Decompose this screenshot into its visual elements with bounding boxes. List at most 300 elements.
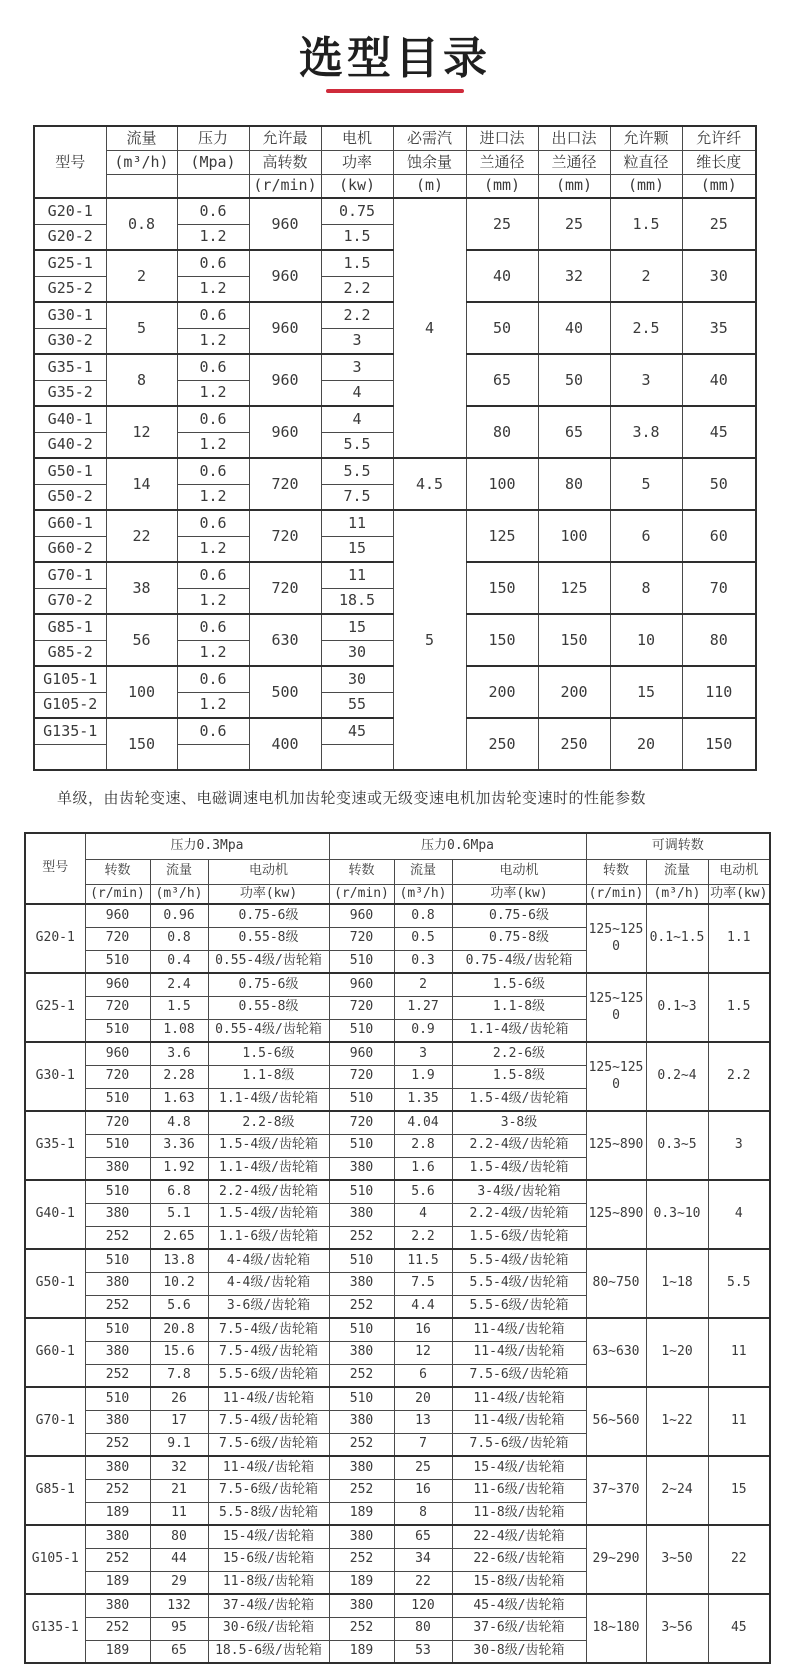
power-cell: 45: [321, 718, 393, 744]
flow-cell: 22: [106, 510, 177, 562]
flow-06-cell: 1.6: [394, 1157, 452, 1180]
adj-power-cell: 4: [708, 1180, 770, 1249]
speed-06-cell: 960: [329, 973, 394, 996]
adj-speed-cell: 125~1250: [586, 904, 646, 973]
npsh-cell: 4.5: [393, 458, 466, 510]
speed-06-cell: 380: [329, 1456, 394, 1479]
pressure-cell: 1.2: [177, 328, 249, 354]
speed-06-cell: 510: [329, 1019, 394, 1042]
speed-03-cell: 720: [85, 1111, 150, 1134]
motor-06-cell: 37-6级/齿轮箱: [452, 1617, 586, 1640]
motor-unit: 功率(kw): [452, 884, 586, 904]
motor-03-cell: 4-4级/齿轮箱: [208, 1249, 329, 1272]
adj-speed-cell: 18~180: [586, 1594, 646, 1663]
npsh-unit: (m): [393, 174, 466, 198]
flow-cell: 38: [106, 562, 177, 614]
table-row: [25, 1594, 770, 1617]
motor-header: 电动机: [452, 859, 586, 884]
flow-03-cell: 7.8: [150, 1364, 208, 1387]
model-cell: G60-1: [34, 510, 106, 536]
motor-03-cell: 0.75-6级: [208, 904, 329, 927]
model-cell: G40-2: [34, 432, 106, 458]
npsh-header2: 蚀余量: [393, 150, 466, 174]
outlet-flange-unit: (mm): [538, 174, 610, 198]
model-cell: G105-2: [34, 692, 106, 718]
motor-06-cell: 1.5-6级: [452, 973, 586, 996]
adj-flow-cell: 3~50: [646, 1525, 708, 1594]
flow-06-cell: 16: [394, 1479, 452, 1502]
power-cell: 1.5: [321, 250, 393, 276]
speed-03-cell: 960: [85, 904, 150, 927]
model-header: 型号: [34, 126, 106, 198]
speed-06-cell: 510: [329, 950, 394, 973]
selection-catalog-table: [33, 125, 757, 771]
speed-06-cell: 720: [329, 1065, 394, 1088]
motor-03-cell: 7.5-4级/齿轮箱: [208, 1318, 329, 1341]
motor-06-cell: 3-4级/齿轮箱: [452, 1180, 586, 1203]
motor-06-cell: 5.5-4级/齿轮箱: [452, 1249, 586, 1272]
flow-03-cell: 1.5: [150, 996, 208, 1019]
max-speed-header2: 高转数: [249, 150, 321, 174]
particle-cell: 20: [610, 718, 682, 770]
npsh-cell: 5: [393, 510, 466, 770]
pressure-cell: 0.6: [177, 250, 249, 276]
model-cell: G30-2: [34, 328, 106, 354]
flow-06-cell: 2.8: [394, 1134, 452, 1157]
speed-06-cell: 189: [329, 1502, 394, 1525]
inlet-flange-cell: 125: [466, 510, 538, 562]
speed-header: 转数: [586, 859, 646, 884]
flow-06-cell: 22: [394, 1571, 452, 1594]
table-row: [25, 1111, 770, 1134]
pressure-cell: 0.6: [177, 198, 249, 224]
model-cell: G30-1: [34, 302, 106, 328]
speed-03-cell: 510: [85, 1180, 150, 1203]
speed-06-cell: 380: [329, 1410, 394, 1433]
adj-power-cell: 2.2: [708, 1042, 770, 1111]
speed-cell: 960: [249, 250, 321, 302]
speed-06-cell: 380: [329, 1525, 394, 1548]
speed-06-cell: 252: [329, 1295, 394, 1318]
particle-cell: 3.8: [610, 406, 682, 458]
speed-03-cell: 380: [85, 1456, 150, 1479]
speed-03-cell: 510: [85, 1318, 150, 1341]
pressure-cell: 0.6: [177, 458, 249, 484]
flow-03-cell: 11: [150, 1502, 208, 1525]
power-cell: 1.5: [321, 224, 393, 250]
adj-speed-cell: 125~1250: [586, 1042, 646, 1111]
model-cell: G85-2: [34, 640, 106, 666]
speed-03-cell: 510: [85, 1088, 150, 1111]
motor-03-cell: 37-4级/齿轮箱: [208, 1594, 329, 1617]
inlet-flange-cell: 100: [466, 458, 538, 510]
pressure-cell: 1.2: [177, 588, 249, 614]
flow-cell: 8: [106, 354, 177, 406]
flow-06-cell: 0.3: [394, 950, 452, 973]
motor-06-cell: 0.75-4级/齿轮箱: [452, 950, 586, 973]
pressure-header: 压力: [177, 126, 249, 150]
table-row: [25, 1318, 770, 1341]
motor-06-cell: 1.5-4级/齿轮箱: [452, 1088, 586, 1111]
fiber-cell: 30: [682, 250, 756, 302]
outlet-flange-cell: 200: [538, 666, 610, 718]
speed-header: 转数: [85, 859, 150, 884]
speed-03-cell: 510: [85, 950, 150, 973]
outlet-flange-header: 出口法: [538, 126, 610, 150]
flow-03-cell: 9.1: [150, 1433, 208, 1456]
speed-03-cell: 252: [85, 1548, 150, 1571]
model-cell: G85-1: [25, 1456, 85, 1525]
motor-header: 电动机: [708, 859, 770, 884]
flow-03-cell: 0.4: [150, 950, 208, 973]
pressure-cell: 1.2: [177, 536, 249, 562]
adj-flow-cell: 0.3~5: [646, 1111, 708, 1180]
motor-06-cell: 15-8级/齿轮箱: [452, 1571, 586, 1594]
flow-06-cell: 65: [394, 1525, 452, 1548]
motor-06-cell: 30-8级/齿轮箱: [452, 1640, 586, 1663]
flow-06-cell: 1.35: [394, 1088, 452, 1111]
particle-cell: 2: [610, 250, 682, 302]
flow-03-cell: 1.63: [150, 1088, 208, 1111]
power-cell: 3: [321, 354, 393, 380]
npsh-cell: 4: [393, 198, 466, 458]
speed-cell: 630: [249, 614, 321, 666]
power-cell: 18.5: [321, 588, 393, 614]
model-cell: G70-1: [34, 562, 106, 588]
flow-03-cell: 15.6: [150, 1341, 208, 1364]
fiber-cell: 25: [682, 198, 756, 250]
outlet-flange-cell: 65: [538, 406, 610, 458]
speed-unit: (r/min): [329, 884, 394, 904]
table-row: [25, 1249, 770, 1272]
particle-header: 允许颗: [610, 126, 682, 150]
speed-06-cell: 510: [329, 1088, 394, 1111]
fiber-unit: (mm): [682, 174, 756, 198]
flow-unit2: [106, 174, 177, 198]
pressure-cell: 1.2: [177, 380, 249, 406]
speed-03-cell: 510: [85, 1249, 150, 1272]
speed-unit: (r/min): [586, 884, 646, 904]
model-cell: G20-2: [34, 224, 106, 250]
speed-06-cell: 720: [329, 1111, 394, 1134]
inlet-flange-cell: 40: [466, 250, 538, 302]
adj-power-cell: 11: [708, 1318, 770, 1387]
inlet-flange-cell: 150: [466, 562, 538, 614]
speed-cell: 960: [249, 354, 321, 406]
motor-03-cell: 7.5-4级/齿轮箱: [208, 1341, 329, 1364]
model-cell: G40-1: [34, 406, 106, 432]
speed-06-cell: 252: [329, 1617, 394, 1640]
motor-03-cell: 2.2-8级: [208, 1111, 329, 1134]
flow-cell: 12: [106, 406, 177, 458]
speed-03-cell: 960: [85, 1042, 150, 1065]
motor-06-cell: 11-8级/齿轮箱: [452, 1502, 586, 1525]
speed-cell: 720: [249, 510, 321, 562]
motor-03-cell: 0.55-4级/齿轮箱: [208, 950, 329, 973]
adj-power-cell: 5.5: [708, 1249, 770, 1318]
fiber-cell: 40: [682, 354, 756, 406]
motor-03-cell: 0.55-8级: [208, 996, 329, 1019]
header-row: [34, 174, 756, 198]
speed-06-cell: 252: [329, 1479, 394, 1502]
flow-cell: 2: [106, 250, 177, 302]
motor-03-cell: 15-6级/齿轮箱: [208, 1548, 329, 1571]
motor-power-unit: (kw): [321, 174, 393, 198]
header-row: [34, 126, 756, 150]
pressure-cell: 0.6: [177, 614, 249, 640]
outlet-flange-cell: 32: [538, 250, 610, 302]
model-header: 型号: [25, 833, 85, 904]
flow-06-cell: 8: [394, 1502, 452, 1525]
adj-power-cell: 45: [708, 1594, 770, 1663]
motor-06-cell: 45-4级/齿轮箱: [452, 1594, 586, 1617]
flow-cell: 100: [106, 666, 177, 718]
speed-03-cell: 960: [85, 973, 150, 996]
outlet-flange-cell: 150: [538, 614, 610, 666]
flow-03-cell: 32: [150, 1456, 208, 1479]
speed-06-cell: 252: [329, 1433, 394, 1456]
flow-06-cell: 34: [394, 1548, 452, 1571]
npsh-header: 必需汽: [393, 126, 466, 150]
flow-header: 流量: [150, 859, 208, 884]
adj-speed-cell: 125~1250: [586, 973, 646, 1042]
adj-flow-cell: 0.1~3: [646, 973, 708, 1042]
pressure-unit2: [177, 174, 249, 198]
model-cell: G20-1: [25, 904, 85, 973]
inlet-flange-header2: 兰通径: [466, 150, 538, 174]
inlet-flange-cell: 250: [466, 718, 538, 770]
inlet-flange-header: 进口法: [466, 126, 538, 150]
inlet-flange-unit: (mm): [466, 174, 538, 198]
table-row: [34, 198, 756, 224]
motor-03-cell: 30-6级/齿轮箱: [208, 1617, 329, 1640]
outlet-flange-cell: 125: [538, 562, 610, 614]
particle-cell: 3: [610, 354, 682, 406]
adj-flow-cell: 0.3~10: [646, 1180, 708, 1249]
adj-power-cell: 1.1: [708, 904, 770, 973]
header-row: [34, 150, 756, 174]
speed-03-cell: 252: [85, 1479, 150, 1502]
speed-03-cell: 252: [85, 1226, 150, 1249]
power-cell: 30: [321, 666, 393, 692]
speed-06-cell: 252: [329, 1364, 394, 1387]
power-cell: 11: [321, 510, 393, 536]
fiber-cell: 110: [682, 666, 756, 718]
flow-03-cell: 4.8: [150, 1111, 208, 1134]
fiber-header: 允许纤: [682, 126, 756, 150]
particle-header2: 粒直径: [610, 150, 682, 174]
speed-03-cell: 252: [85, 1617, 150, 1640]
pressure-cell: 1.2: [177, 692, 249, 718]
table-row: [25, 973, 770, 996]
speed-cell: 400: [249, 718, 321, 770]
adj-flow-cell: 1~22: [646, 1387, 708, 1456]
speed-06-cell: 510: [329, 1249, 394, 1272]
power-cell: 15: [321, 614, 393, 640]
model-cell: [34, 744, 106, 770]
speed-03-cell: 510: [85, 1019, 150, 1042]
adj-flow-cell: 2~24: [646, 1456, 708, 1525]
motor-power-header2: 功率: [321, 150, 393, 174]
adj-flow-cell: 0.2~4: [646, 1042, 708, 1111]
performance-caption: 单级，由齿轮变速、电磁调速电机加齿轮变速或无级变速电机加齿轮变速时的性能参数: [57, 789, 647, 807]
motor-06-cell: 1.1-8级: [452, 996, 586, 1019]
motor-unit: 功率(kw): [708, 884, 770, 904]
flow-header: 流量: [394, 859, 452, 884]
flow-06-cell: 25: [394, 1456, 452, 1479]
flow-06-cell: 2: [394, 973, 452, 996]
flow-06-cell: 20: [394, 1387, 452, 1410]
speed-03-cell: 252: [85, 1364, 150, 1387]
speed-06-cell: 960: [329, 904, 394, 927]
flow-06-cell: 5.6: [394, 1180, 452, 1203]
flow-06-cell: 0.9: [394, 1019, 452, 1042]
flow-03-cell: 10.2: [150, 1272, 208, 1295]
speed-03-cell: 252: [85, 1433, 150, 1456]
flow-06-cell: 12: [394, 1341, 452, 1364]
flow-unit: (m³/h): [106, 150, 177, 174]
flow-03-cell: 65: [150, 1640, 208, 1663]
motor-06-cell: 1.5-8级: [452, 1065, 586, 1088]
flow-03-cell: 3.36: [150, 1134, 208, 1157]
inlet-flange-cell: 80: [466, 406, 538, 458]
flow-unit: (m³/h): [394, 884, 452, 904]
flow-cell: 56: [106, 614, 177, 666]
pressure-cell: 0.6: [177, 510, 249, 536]
motor-03-cell: 0.55-8级: [208, 927, 329, 950]
power-cell: 2.2: [321, 276, 393, 302]
motor-03-cell: 2.2-4级/齿轮箱: [208, 1180, 329, 1203]
flow-06-cell: 4.04: [394, 1111, 452, 1134]
flow-06-cell: 80: [394, 1617, 452, 1640]
adj-power-cell: 22: [708, 1525, 770, 1594]
power-cell: 5.5: [321, 432, 393, 458]
flow-03-cell: 21: [150, 1479, 208, 1502]
speed-03-cell: 380: [85, 1272, 150, 1295]
motor-03-cell: 11-4级/齿轮箱: [208, 1456, 329, 1479]
motor-03-cell: 1.5-6级: [208, 1042, 329, 1065]
model-cell: G70-2: [34, 588, 106, 614]
pressure-cell: 1.2: [177, 484, 249, 510]
fiber-cell: 35: [682, 302, 756, 354]
motor-06-cell: 15-4级/齿轮箱: [452, 1456, 586, 1479]
motor-06-cell: 1.1-4级/齿轮箱: [452, 1019, 586, 1042]
speed-06-cell: 252: [329, 1548, 394, 1571]
speed-cell: 720: [249, 562, 321, 614]
particle-cell: 2.5: [610, 302, 682, 354]
outlet-flange-cell: 50: [538, 354, 610, 406]
motor-03-cell: 5.5-8级/齿轮箱: [208, 1502, 329, 1525]
pressure-cell: 1.2: [177, 276, 249, 302]
adj-power-cell: 15: [708, 1456, 770, 1525]
motor-06-cell: 11-4级/齿轮箱: [452, 1410, 586, 1433]
flow-03-cell: 2.4: [150, 973, 208, 996]
particle-cell: 10: [610, 614, 682, 666]
flow-06-cell: 53: [394, 1640, 452, 1663]
speed-06-cell: 380: [329, 1341, 394, 1364]
table-row: [25, 1042, 770, 1065]
flow-03-cell: 132: [150, 1594, 208, 1617]
model-cell: G25-1: [25, 973, 85, 1042]
model-cell: G50-1: [25, 1249, 85, 1318]
outlet-flange-cell: 100: [538, 510, 610, 562]
flow-03-cell: 6.8: [150, 1180, 208, 1203]
model-cell: G105-1: [25, 1525, 85, 1594]
pressure-cell: 1.2: [177, 224, 249, 250]
motor-03-cell: 15-4级/齿轮箱: [208, 1525, 329, 1548]
flow-06-cell: 4.4: [394, 1295, 452, 1318]
flow-unit: (m³/h): [646, 884, 708, 904]
flow-03-cell: 44: [150, 1548, 208, 1571]
motor-03-cell: 1.5-4级/齿轮箱: [208, 1203, 329, 1226]
particle-cell: 1.5: [610, 198, 682, 250]
outlet-flange-cell: 25: [538, 198, 610, 250]
speed-unit: (r/min): [85, 884, 150, 904]
adj-flow-cell: 1~20: [646, 1318, 708, 1387]
flow-03-cell: 80: [150, 1525, 208, 1548]
speed-03-cell: 510: [85, 1134, 150, 1157]
power-cell: 4: [321, 380, 393, 406]
flow-06-cell: 1.9: [394, 1065, 452, 1088]
motor-06-cell: 5.5-6级/齿轮箱: [452, 1295, 586, 1318]
outlet-flange-cell: 80: [538, 458, 610, 510]
section-06mpa-header: 压力0.6Mpa: [329, 833, 586, 859]
page-title: 选型目录: [299, 33, 491, 84]
fiber-cell: 150: [682, 718, 756, 770]
model-cell: G30-1: [25, 1042, 85, 1111]
model-cell: G135-1: [25, 1594, 85, 1663]
performance-parameters-table: [24, 832, 771, 1664]
pressure-cell: 1.2: [177, 432, 249, 458]
flow-03-cell: 29: [150, 1571, 208, 1594]
speed-06-cell: 510: [329, 1134, 394, 1157]
fiber-cell: 60: [682, 510, 756, 562]
model-cell: G70-1: [25, 1387, 85, 1456]
adj-power-cell: 3: [708, 1111, 770, 1180]
pressure-cell: 1.2: [177, 640, 249, 666]
speed-06-cell: 720: [329, 996, 394, 1019]
header-row: [25, 833, 770, 859]
model-cell: G35-1: [34, 354, 106, 380]
flow-header: 流量: [646, 859, 708, 884]
motor-header: 电动机: [208, 859, 329, 884]
power-cell: 2.2: [321, 302, 393, 328]
flow-03-cell: 0.8: [150, 927, 208, 950]
pressure-unit: (Mpa): [177, 150, 249, 174]
adj-flow-cell: 1~18: [646, 1249, 708, 1318]
speed-06-cell: 380: [329, 1203, 394, 1226]
flow-06-cell: 11.5: [394, 1249, 452, 1272]
motor-03-cell: 18.5-6级/齿轮箱: [208, 1640, 329, 1663]
motor-03-cell: 7.5-6级/齿轮箱: [208, 1479, 329, 1502]
particle-cell: 5: [610, 458, 682, 510]
motor-03-cell: 0.75-6级: [208, 973, 329, 996]
flow-03-cell: 0.96: [150, 904, 208, 927]
inlet-flange-cell: 65: [466, 354, 538, 406]
section-adjustable-header: 可调转数: [586, 833, 770, 859]
motor-03-cell: 11-8级/齿轮箱: [208, 1571, 329, 1594]
fiber-cell: 45: [682, 406, 756, 458]
model-cell: G35-2: [34, 380, 106, 406]
speed-06-cell: 380: [329, 1157, 394, 1180]
model-cell: G60-1: [25, 1318, 85, 1387]
pressure-cell: 0.6: [177, 406, 249, 432]
motor-03-cell: 1.1-6级/齿轮箱: [208, 1226, 329, 1249]
motor-06-cell: 0.75-6级: [452, 904, 586, 927]
speed-03-cell: 252: [85, 1295, 150, 1318]
motor-03-cell: 1.1-4级/齿轮箱: [208, 1157, 329, 1180]
flow-06-cell: 3: [394, 1042, 452, 1065]
